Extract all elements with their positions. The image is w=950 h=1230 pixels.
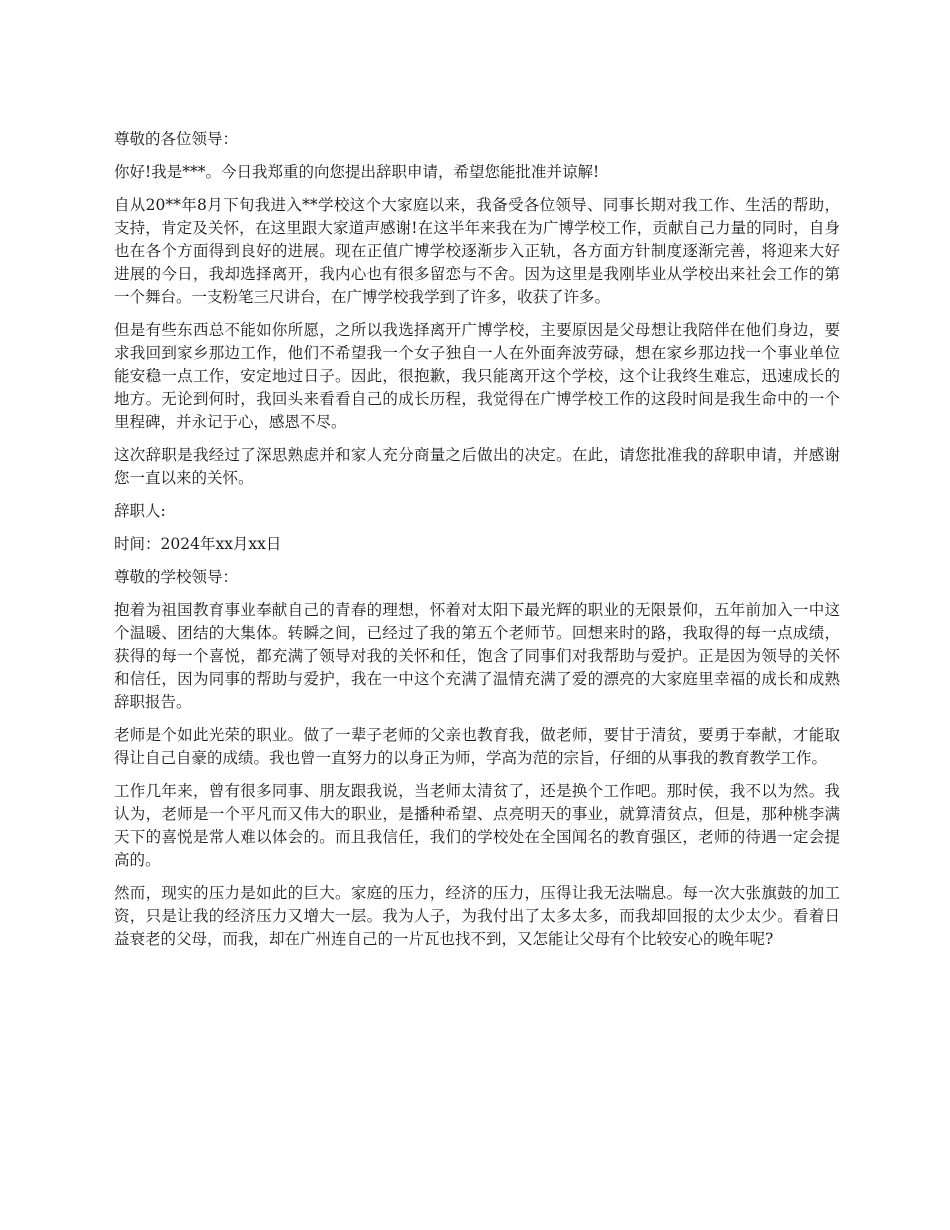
body-paragraph-5: 老师是个如此光荣的职业。做了一辈子老师的父亲也教育我，做老师，要甘于清贫，要勇于奉献，才能取得让自己自豪的成绩。我也曾一直努力的以身正为师，学高为范的宗旨，仔细的从事我的教育教学工作。 xyxy=(114,726,840,767)
greeting-paragraph: 你好!我是***。今日我郑重的向您提出辞职申请，希望您能批准并谅解! xyxy=(114,163,600,181)
body-paragraph-6: 工作几年来，曾有很多同事、朋友跟我说，当老师太清贫了，还是换个工作吧。那时侯，我不以为然。我认为，老师是一个平凡而又伟大的职业，是播种希望、点亮明天的事业，就算清贫点，但是，那种桃李满天下的喜悦是常人难以体会的。而且我信任，我们的学校处在全国闻名的教育强区，老师的待遇一定会提高的。 xyxy=(114,782,840,869)
body-paragraph-7: 然而，现实的压力是如此的巨大。家庭的压力，经济的压力，压得让我无法喘息。每一次大张旗鼓的加工资，只是让我的经济压力又增大一层。我为人子，为我付出了太多太多，而我却回报的太少太少。看着日益衰老的父母，而我，却在广州连自己的一片瓦也找不到，又怎能让父母有个比较安心的晚年呢? xyxy=(114,884,840,948)
document-body xyxy=(114,128,840,961)
date-line: 时间：2024年xx月xx日 xyxy=(114,535,282,553)
body-paragraph-3: 这次辞职是我经过了深思熟虑并和家人充分商量之后做出的决定。在此，请您批准我的辞职申请，并感谢您一直以来的关怀。 xyxy=(114,446,840,487)
salutation-2: 尊敬的学校领导： xyxy=(114,568,239,586)
signature-line: 辞职人: xyxy=(114,502,166,520)
salutation-1: 尊敬的各位领导： xyxy=(114,130,239,148)
body-paragraph-2: 但是有些东西总不能如你所愿，之所以我选择离开广博学校，主要原因是父母想让我陪伴在他们身边，要求我回到家乡那边工作，他们不希望我一个女子独自一人在外面奔波劳碌，想在家乡那边找一个事业单位能安稳一点工作，安定地过日子。因此，很抱歉，我只能离开这个学校，这个让我终生难忘，迅速成长的地方。无论到何时，我回头来看看自己的成长历程，我觉得在广博学校工作的这段时间是我生命中的一个里程碑，并永记于心，感恩不尽。 xyxy=(114,321,840,431)
body-paragraph-4: 抱着为祖国教育事业奉献自己的青春的理想，怀着对太阳下最光辉的职业的无限景仰，五年前加入一中这个温暖、团结的大集体。转瞬之间，已经过了我的第五个老师节。回想来时的路，我取得的每一点成绩，获得的每一个喜悦，都充满了领导对我的关怀和任，饱含了同事们对我帮助与爱护。正是因为领导的关怀和信任，因为同事的帮助与爱护，我在一中这个充满了温情充满了爱的漂亮的大家庭里幸福的成长和成熟辞职报告。 xyxy=(114,601,840,711)
body-paragraph-1: 自从20**年8月下旬我进入**学校这个大家庭以来，我备受各位领导、同事长期对我工作、生活的帮助，支持，肯定及关怀，在这里跟大家道声感谢!在这半年来我在为广博学校工作，贡献自己力量的同时，自身也在各个方面得到良好的进展。现在正值广博学校逐渐步入正轨，各方面方针制度逐渐完善，将迎来大好进展的今日，我却选择离开，我内心也有很多留恋与不舍。因为这里是我刚毕业从学校出来社会工作的第一个舞台。一支粉笔三尺讲台，在广博学校我学到了许多，收获了许多。 xyxy=(114,196,840,306)
